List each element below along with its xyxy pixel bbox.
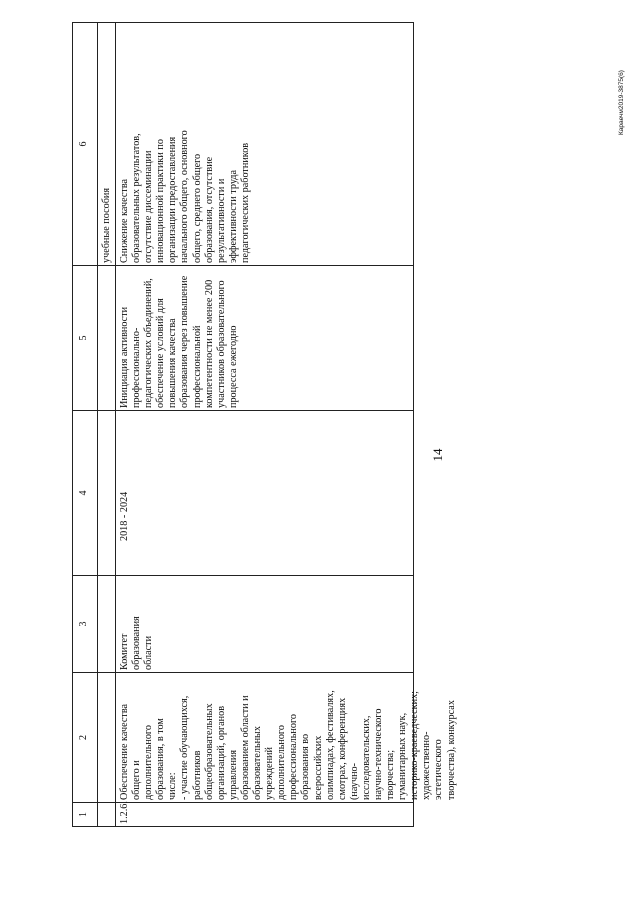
row-activity: Обеспечение качества общего и дополнительного образования, в том числе: - участие обучающихся, работников общеобразовательных организаций, органов управления образованием области и образовательных учреждений дополнительного профессионального образования во всероссийских олимпиадах, фестивалях, смотрах, конференциях (научно- исследовательских, научно-технического творчества; гуманитарных наук, историко-краеведческих; художественно- эстетического творчества), конкурсах [119, 690, 457, 800]
col-divider-3 [73, 575, 413, 576]
header-col-6: 6 [78, 141, 89, 147]
header-col-5: 5 [78, 335, 89, 341]
header-col-4: 4 [78, 490, 89, 496]
header-col-3: 3 [78, 621, 89, 627]
header-bottom-line [97, 23, 98, 826]
row-risk: Снижение качества образовательных результатов, отсутствие диссеминации инновационной практики по организации предоставления начального общего, основного общего, среднего общего образования, отсутствие результативности и эффективности труда педагогических работников [119, 130, 251, 263]
col-divider-2 [73, 672, 413, 673]
header-col-1: 1 [78, 812, 89, 817]
header-col-2: 2 [78, 735, 89, 740]
row-executor: Комитет образования области [119, 616, 155, 670]
document-code: Караечм2019-3875(6) [618, 70, 625, 135]
row-number: 1.2.6. [119, 801, 130, 824]
col-divider-5 [73, 265, 413, 266]
page-number: 14 [430, 448, 445, 462]
col-divider-4 [73, 410, 413, 411]
continuation-row-line [115, 23, 116, 826]
row-result: Инициация активности профессионально- педагогических объединений, обеспечение условий для повышения качества образования через повышение профессиональной компетентности не менее 200 участников образовательного процесса ежегодно [119, 275, 239, 408]
continuation-text: учебные пособия [101, 187, 112, 263]
row-period: 2018 - 2024 [119, 491, 130, 541]
